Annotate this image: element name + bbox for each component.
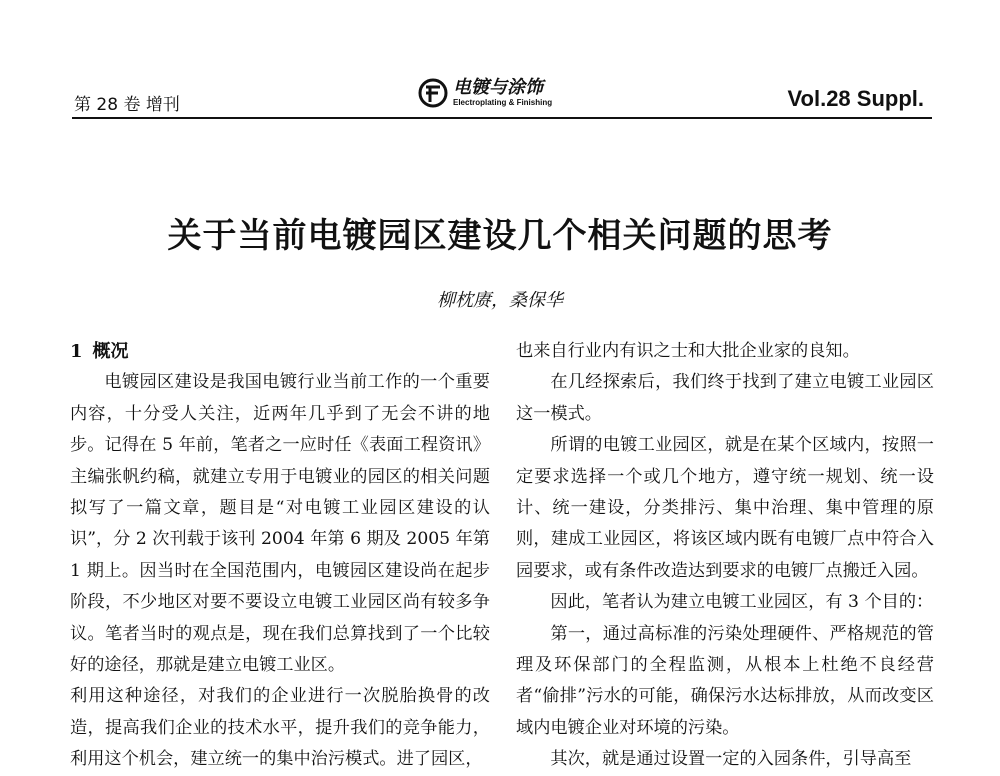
paragraph: 利用这种途径，对我们的企业进行一次脱胎换骨的改造，提高我们企业的技术水平，提升我们的竞争能力，利用这个机会，建立统一的集中治污模式。进了园区，	[70, 686, 490, 770]
paragraph: 也来自行业内有识之士和大批企业家的良知。	[516, 341, 860, 361]
left-column	[70, 336, 490, 776]
section-title: 概况	[92, 341, 129, 362]
paragraph: 在几经探索后，我们终于找到了建立电镀工业园区这一模式。	[516, 372, 934, 424]
journal-name-cn: 电镀与涂饰	[453, 77, 543, 98]
article-title: 关于当前电镀园区建设几个相关问题的思考	[167, 216, 833, 256]
paragraph: 所谓的电镀工业园区，就是在某个区域内，按照一定要求选择一个或几个地方，遵守统一规划、统一设计、统一建设，分类排污、集中治理、集中管理的原则，建成工业园区，将该区域内既有电镀厂点中符合入园要求，或有条件改造达到要求的电镀厂点搬迁入园。	[516, 435, 934, 581]
right-column	[516, 336, 934, 776]
paragraph: 第一，通过高标准的污染处理硬件、严格规范的管理及环保部门的全程监测，从根本上杜绝不良经营者“偷排”污水的可能，确保污水达标排放，从而改变区域内电镀企业对环境的污染。	[516, 623, 934, 738]
journal-logo-icon	[417, 78, 449, 108]
header-divider	[72, 117, 932, 119]
issue-label-cn: 第 28 卷 增刊	[74, 95, 180, 115]
journal-name-en: Electroplating & Finishing	[453, 98, 553, 107]
article-authors: 柳枕赓，桑保华	[437, 290, 563, 311]
paragraph: 电镀园区建设是我国电镀行业当前工作的一个重要内容，十分受人关注，近两年几乎到了无会不讲的地步。记得在 5 年前，笔者之一应时任《表面工程资讯》主编张帆约稿，就建立专用于电镀业的园区的相关问题拟写了一篇文章，题目是“对电镀工业园区建设的认识”，分 2 次刊载于该刊 2004 年第 6 期及 2005 年第 1 期上。因当时在全国范围内，电镀园区建设尚在起步阶段，不少地区对要不要设立电镀工业园区尚有较多争议。笔者当时的观点是，现在我们总算找到了一个比较好的途径，那就是建立电镀工业区。	[70, 372, 490, 676]
paragraph: 因此，笔者认为建立电镀工业园区，有 3 个目的：	[550, 592, 934, 613]
paragraph: 其次，就是通过设置一定的入园条件，引导高至	[550, 749, 912, 770]
journal-logo	[417, 78, 552, 108]
section-number: 1	[70, 341, 83, 362]
issue-label-en: Vol.28 Suppl.	[787, 86, 924, 111]
page-header	[62, 76, 932, 116]
section-heading	[70, 336, 490, 367]
